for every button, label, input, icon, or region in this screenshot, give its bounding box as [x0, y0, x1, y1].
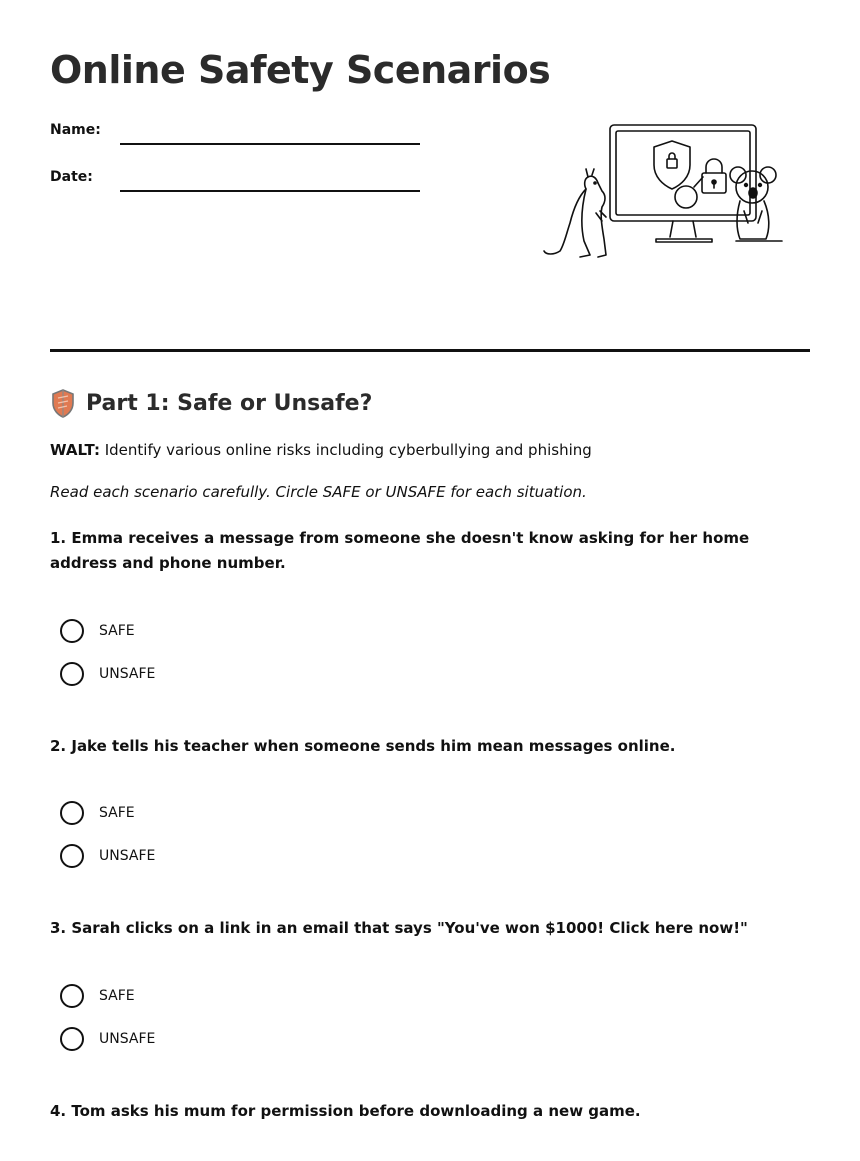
walt-label: WALT:: [50, 441, 100, 459]
part1-title: [50, 388, 372, 418]
radio-circle[interactable]: [60, 984, 84, 1008]
question-2-unsafe-option[interactable]: [60, 844, 155, 868]
kangaroo-icon: [544, 169, 606, 257]
question-3-unsafe-option[interactable]: [60, 1027, 155, 1051]
instructions-text: Read each scenario carefully. Circle SAFE or UNSAFE for each situation.: [50, 483, 587, 501]
walt-text: Identify various online risks including cyberbullying and phishing: [99, 441, 592, 459]
question-1-unsafe-option[interactable]: [60, 662, 155, 686]
option-label: SAFE: [99, 623, 135, 639]
option-label: UNSAFE: [99, 848, 156, 864]
date-input-line[interactable]: [120, 190, 420, 192]
question-1-safe-option[interactable]: [60, 619, 135, 643]
online-safety-illustration: [540, 115, 790, 270]
name-label: Name:: [50, 122, 101, 138]
option-label: UNSAFE: [99, 1031, 156, 1047]
question-4: 4. Tom asks his mum for permission before downloading a new game.: [50, 1102, 641, 1120]
option-label: UNSAFE: [99, 666, 156, 682]
question-2-safe-option[interactable]: [60, 801, 135, 825]
computer-monitor-icon: [610, 125, 756, 242]
section-divider: [50, 349, 810, 352]
date-label: Date:: [50, 169, 93, 185]
question-3: 3. Sarah clicks on a link in an email that says "You've won $1000! Click here now!": [50, 919, 748, 937]
question-3-safe-option[interactable]: [60, 984, 135, 1008]
option-label: SAFE: [99, 988, 135, 1004]
radio-circle[interactable]: [60, 844, 84, 868]
radio-circle[interactable]: [60, 1027, 84, 1051]
worksheet-page: [50, 0, 810, 1161]
shield-lock-icon: [654, 141, 690, 189]
page-title: Online Safety Scenarios: [50, 48, 551, 92]
shield-icon: [50, 388, 76, 418]
question-1: 1. Emma receives a message from someone she doesn't know asking for her home address and phone number.: [50, 529, 750, 572]
part1-title-text: Part 1: Safe or Unsafe?: [86, 390, 373, 416]
option-label: SAFE: [99, 805, 135, 821]
name-input-line[interactable]: [120, 143, 420, 145]
radio-circle[interactable]: [60, 619, 84, 643]
radio-circle[interactable]: [60, 662, 84, 686]
walt-statement: [50, 441, 592, 459]
padlock-icon: [702, 159, 726, 193]
question-2: 2. Jake tells his teacher when someone sends him mean messages online.: [50, 737, 676, 755]
magnifier-icon: [675, 177, 703, 208]
radio-circle[interactable]: [60, 801, 84, 825]
